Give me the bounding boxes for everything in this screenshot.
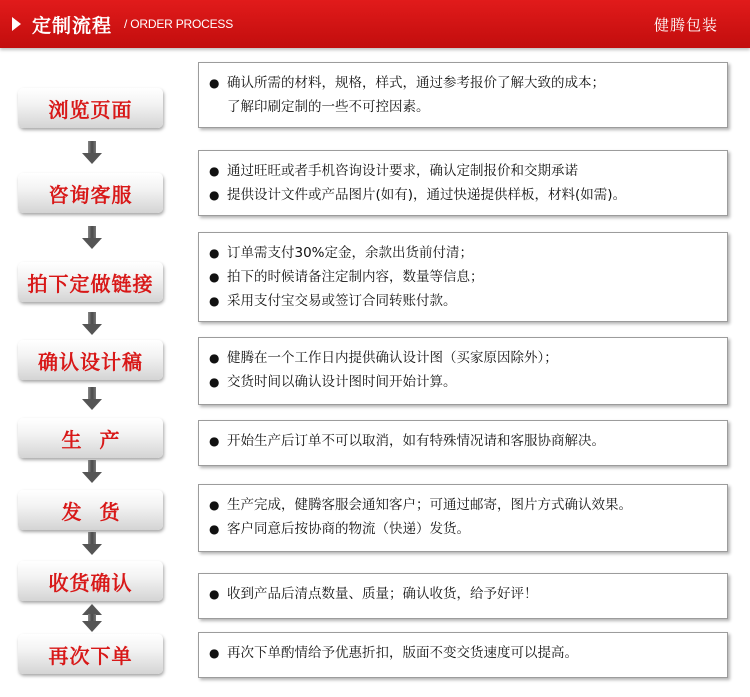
bullet-icon: ● xyxy=(209,375,220,389)
bullet-icon: ● xyxy=(209,164,220,178)
header-banner xyxy=(0,0,750,48)
triangle-right-icon xyxy=(12,17,21,31)
step-design-description xyxy=(198,337,728,405)
step-shipping-description xyxy=(198,484,728,552)
step-shipping: 发货 xyxy=(18,490,163,530)
step-receipt-description xyxy=(198,573,728,619)
description-line: ● 提供设计文件或产品图片(如有)，通过快递提供样板，材料(如需)。 xyxy=(209,183,717,207)
description-line: ● 通过旺旺或者手机咨询设计要求，确认定制报价和交期承诺 xyxy=(209,159,717,183)
brand-name: 健腾包装 xyxy=(653,16,718,34)
step-production-description xyxy=(198,420,728,466)
description-line: ● 交货时间以确认设计图时间开始计算。 xyxy=(209,370,717,394)
page-subtitle: / ORDER PROCESS xyxy=(124,17,234,31)
arrow-updown-icon xyxy=(82,606,102,630)
description-line: ● 再次下单酌情给予优惠折扣，版面不变交货速度可以提高。 xyxy=(209,641,717,665)
arrow-down-icon xyxy=(82,141,102,165)
bullet-icon: ● xyxy=(209,646,220,660)
step-reorder: 再次下单 xyxy=(18,634,163,674)
description-line: ● 客户同意后按协商的物流（快递）发货。 xyxy=(209,517,717,541)
step-place-order: 拍下定做链接 xyxy=(18,262,163,302)
description-line: ● 采用支付宝交易或签订合同转账付款。 xyxy=(209,289,717,313)
step-browse-page: 浏览页面 xyxy=(18,88,163,128)
step-browse-description xyxy=(198,62,728,128)
description-line: ● 拍下的时候请备注定制内容，数量等信息； xyxy=(209,265,717,289)
description-line: ● 收到产品后清点数量、质量；确认收货，给予好评！ xyxy=(209,582,717,606)
arrow-down-icon xyxy=(82,226,102,250)
bullet-icon: ● xyxy=(209,498,220,512)
description-line: ● 生产完成，健腾客服会通知客户；可通过邮寄，图片方式确认效果。 xyxy=(209,493,717,517)
description-line: ● 健腾在一个工作日内提供确认设计图（买家原因除外）； xyxy=(209,346,717,370)
arrow-down-icon xyxy=(82,387,102,411)
bullet-icon: ● xyxy=(209,246,220,260)
bullet-icon: ● xyxy=(209,587,220,601)
bullet-icon: ● xyxy=(209,188,220,202)
bullet-icon: ● xyxy=(209,270,220,284)
description-line: ● 订单需支付30%定金，余款出货前付清； xyxy=(209,241,717,265)
page-title: 定制流程 xyxy=(32,15,113,37)
bullet-icon: ● xyxy=(209,294,220,308)
step-production: 生产 xyxy=(18,418,163,458)
description-line: ● 确认所需的材料，规格，样式，通过参考报价了解大致的成本； xyxy=(209,71,717,95)
step-receipt-confirm: 收货确认 xyxy=(18,561,163,601)
description-line: 了解印刷定制的一些不可控因素。 xyxy=(227,99,430,115)
bullet-icon: ● xyxy=(209,76,220,90)
bullet-icon: ● xyxy=(209,522,220,536)
arrow-down-icon xyxy=(82,532,102,556)
bullet-icon: ● xyxy=(209,351,220,365)
step-confirm-design: 确认设计稿 xyxy=(18,340,163,380)
description-line: ● 开始生产后订单不可以取消，如有特殊情况请和客服协商解决。 xyxy=(209,429,717,453)
arrow-down-icon xyxy=(82,312,102,336)
step-order-description xyxy=(198,232,728,322)
arrow-down-icon xyxy=(82,460,102,484)
step-consult-service: 咨询客服 xyxy=(18,173,163,213)
step-reorder-description xyxy=(198,632,728,678)
bullet-icon: ● xyxy=(209,434,220,448)
step-consult-description xyxy=(198,150,728,216)
